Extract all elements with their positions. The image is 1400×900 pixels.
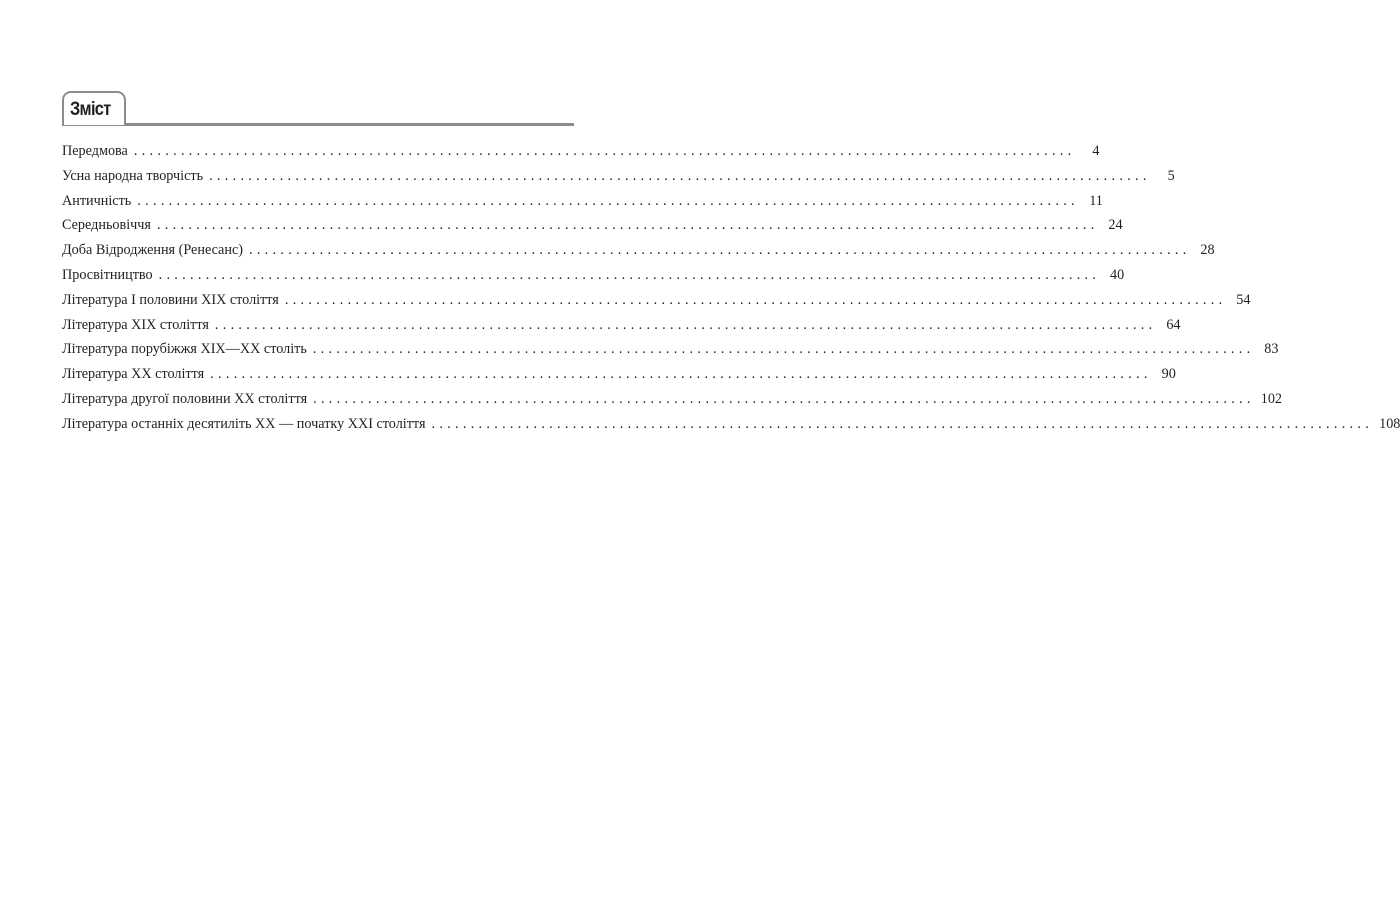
toc-entry-page: 40 xyxy=(1110,266,1125,283)
dot-leader: ........................................................................................................................ xyxy=(312,341,1255,358)
page-title: Зміст xyxy=(70,98,111,120)
toc-entry-renaissance[interactable] xyxy=(62,238,1215,263)
toc-entry-label: Усна народна творчість xyxy=(62,167,204,184)
toc-entry-label: Античність xyxy=(62,192,132,209)
toc-entry-page: 64 xyxy=(1166,316,1181,333)
dot-leader: ........................................................................................................................ xyxy=(158,266,1101,283)
toc-entry-label: Література XIX століття xyxy=(62,316,209,333)
dot-leader: ........................................................................................................................ xyxy=(210,366,1152,383)
toc-entry-label: Література XX століття xyxy=(62,366,205,383)
toc-entry-page: 108 xyxy=(1379,415,1400,432)
dot-leader: ........................................................................................................................ xyxy=(156,217,1099,234)
dot-leader: ........................................................................................................................ xyxy=(214,316,1157,333)
toc-title-tab xyxy=(62,91,126,125)
toc-entry-label: Література останніх десятиліть XX — початку XXI століття xyxy=(62,415,426,432)
dot-leader: ........................................................................................................................ xyxy=(209,167,1151,184)
toc-entry-label: Література І половини XIX століття xyxy=(62,291,279,308)
toc-entry-label: Доба Відродження (Ренесанс) xyxy=(62,242,243,259)
toc-entry-enlightenment[interactable] xyxy=(62,263,1125,288)
dot-leader: ........................................................................................................................ xyxy=(137,192,1079,209)
toc-entry-page: 83 xyxy=(1264,341,1279,358)
toc-header xyxy=(62,91,574,127)
toc-entry-label: Передмова xyxy=(62,143,128,159)
toc-entry-page: 4 xyxy=(1092,143,1100,159)
toc-entry-page: 5 xyxy=(1167,167,1175,184)
toc-entry-label: Просвітництво xyxy=(62,266,153,283)
toc-entry-page: 28 xyxy=(1200,242,1215,259)
dot-leader: ........................................................................................................................ xyxy=(284,291,1227,308)
toc-entry-page: 24 xyxy=(1108,217,1123,234)
toc-entry-page: 102 xyxy=(1260,390,1283,407)
toc-entry-page: 90 xyxy=(1161,366,1176,383)
toc-entry-page: 11 xyxy=(1089,192,1103,209)
toc-entry-19th-century[interactable] xyxy=(62,313,1181,338)
toc-entry-late-20th-century[interactable] xyxy=(62,387,1283,412)
toc-entry-preface[interactable] xyxy=(62,139,1100,164)
header-rule xyxy=(62,123,574,126)
toc-entry-label: Середньовіччя xyxy=(62,217,151,234)
toc-entry-folklore[interactable] xyxy=(62,164,1175,189)
toc-entry-early-19th-century[interactable] xyxy=(62,288,1251,313)
dot-leader: ........................................................................................................................ xyxy=(313,390,1255,407)
toc-entry-page: 54 xyxy=(1236,291,1251,308)
dot-leader: ........................................................................................................................ xyxy=(133,143,1076,159)
toc-list xyxy=(62,139,1400,437)
dot-leader: ........................................................................................................................ xyxy=(248,242,1191,259)
toc-entry-contemporary[interactable] xyxy=(62,412,1400,437)
toc-entry-20th-century[interactable] xyxy=(62,362,1176,387)
dot-leader: ........................................................................................................................ xyxy=(431,415,1374,432)
toc-entry-middle-ages[interactable] xyxy=(62,213,1123,238)
toc-entry-antiquity[interactable] xyxy=(62,189,1103,214)
toc-entry-label: Література порубіжжя XIX—XX століть xyxy=(62,341,307,358)
toc-entry-turn-of-centuries[interactable] xyxy=(62,337,1279,362)
toc-entry-label: Література другої половини XX століття xyxy=(62,390,308,407)
